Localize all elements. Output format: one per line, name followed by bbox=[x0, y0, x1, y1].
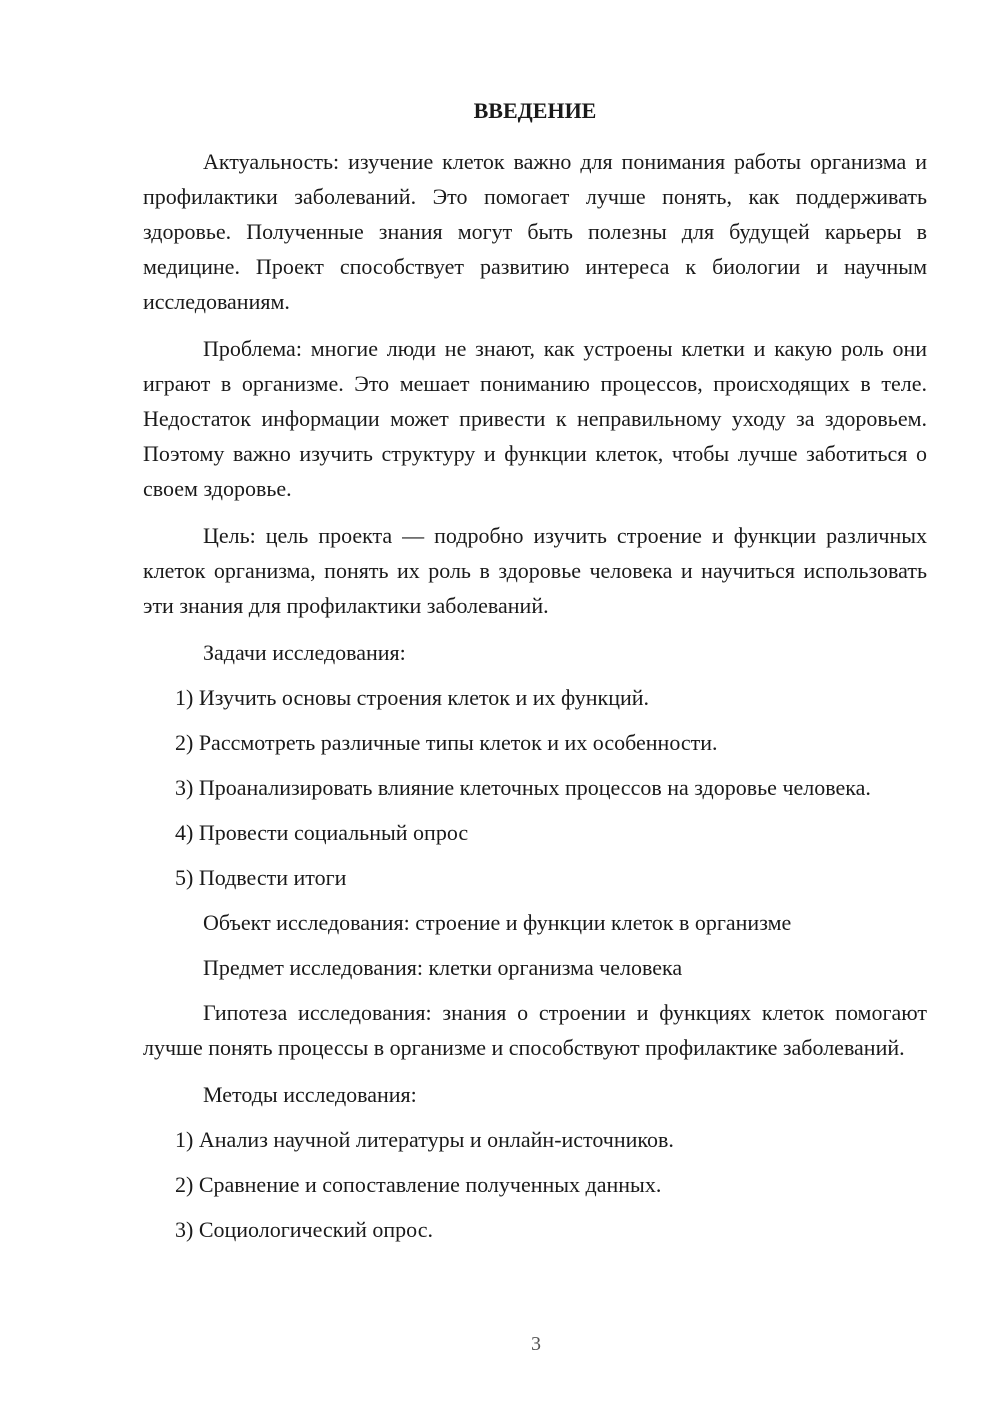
document-page bbox=[143, 96, 927, 1257]
method-item: 3) Социологический опрос. bbox=[175, 1217, 433, 1242]
task-item: 1) Изучить основы строения клеток и их функций. bbox=[175, 685, 650, 710]
task-item: 2) Рассмотреть различные типы клеток и их особенности. bbox=[175, 730, 718, 755]
object-line: Объект исследования: строение и функции клеток в организме bbox=[203, 910, 792, 935]
goal-paragraph: Цель: цель проекта — подробно изучить строение и функции различных клеток организма, понять их роль в здоровье человека и научиться использовать эти знания для профилактики заболеваний. bbox=[143, 523, 927, 618]
method-item: 1) Анализ научной литературы и онлайн-источников. bbox=[175, 1127, 674, 1152]
relevance-paragraph: Актуальность: изучение клеток важно для понимания работы организма и профилактики заболеваний. Это помогает лучше понять, как поддерживать здоровье. Полученные знания могут быть полезны для будущей карьеры в медицине. Проект способствует развитию интереса к биологии и научным исследованиям. bbox=[143, 149, 927, 314]
page-title: ВВЕДЕНИЕ bbox=[473, 98, 597, 123]
methods-label: Методы исследования: bbox=[203, 1082, 417, 1107]
tasks-label: Задачи исследования: bbox=[203, 640, 406, 665]
hypothesis-paragraph: Гипотеза исследования: знания о строении и функциях клеток помогают лучше понять процессы в организме и способствуют профилактике заболеваний. bbox=[143, 1000, 927, 1060]
page-number: 3 bbox=[531, 1333, 541, 1355]
task-item: 3) Проанализировать влияние клеточных процессов на здоровье человека. bbox=[175, 775, 871, 800]
method-item: 2) Сравнение и сопоставление полученных данных. bbox=[175, 1172, 662, 1197]
problem-paragraph: Проблема: многие люди не знают, как устроены клетки и какую роль они играют в организме. Это мешает пониманию процессов, происходящих в теле. Недостаток информации может привести к неправильному уходу за здоровьем. Поэтому важно изучить структуру и функции клеток, чтобы лучше заботиться о своем здоровье. bbox=[143, 336, 927, 501]
task-item: 4) Провести социальный опрос bbox=[175, 820, 469, 845]
subject-line: Предмет исследования: клетки организма человека bbox=[203, 955, 683, 980]
task-item: 5) Подвести итоги bbox=[175, 865, 347, 890]
